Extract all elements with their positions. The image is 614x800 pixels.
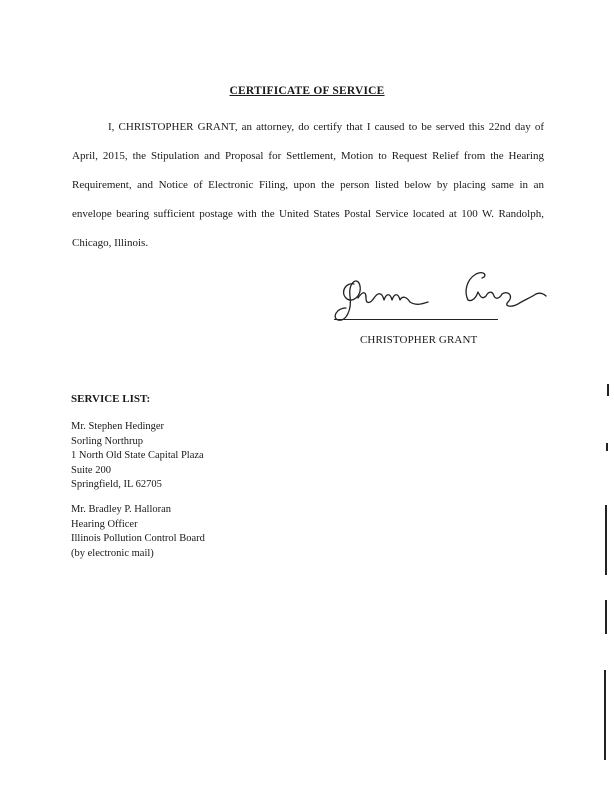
scan-edge-mark: [605, 505, 607, 575]
address-line: Sorling Northrup: [71, 435, 144, 447]
recipient-address-block: [71, 420, 204, 493]
signer-name: CHRISTOPHER GRANT: [360, 334, 478, 346]
signature-line: [334, 319, 498, 320]
address-line: Springfield, IL 62705: [71, 479, 162, 490]
document-title: CERTIFICATE OF SERVICE: [229, 85, 385, 97]
address-line: (by electronic mail): [71, 547, 154, 559]
address-line: 1 North Old State Capital Plaza: [71, 450, 204, 461]
address-line: Mr. Bradley P. Halloran: [71, 504, 172, 515]
scan-edge-mark: [605, 600, 607, 634]
service-list-heading: SERVICE LIST:: [71, 393, 151, 405]
scan-edge-mark: [606, 443, 608, 451]
recipient-address-block: [71, 503, 205, 561]
handwritten-signature: [332, 262, 548, 324]
address-line: Suite 200: [71, 464, 111, 476]
certification-paragraph: I, CHRISTOPHER GRANT, an attorney, do certify that I caused to be served this 22nd day of April, 2015, the Stipulation and Proposal for Settlement, Motion to Request Relief from the Hearing Requirement, and Notice of Electronic Filing, upon the person listed below by placing same in an envelope bearing sufficient postage with the United States Postal Service located at 100 W. Randolph, Chicago, Illinois.: [72, 121, 544, 249]
scan-edge-mark: [604, 670, 606, 760]
address-line: Hearing Officer: [71, 518, 138, 530]
address-line: Illinois Pollution Control Board: [71, 533, 205, 544]
scan-edge-mark: [607, 384, 609, 396]
address-line: Mr. Stephen Hedinger: [71, 421, 165, 432]
